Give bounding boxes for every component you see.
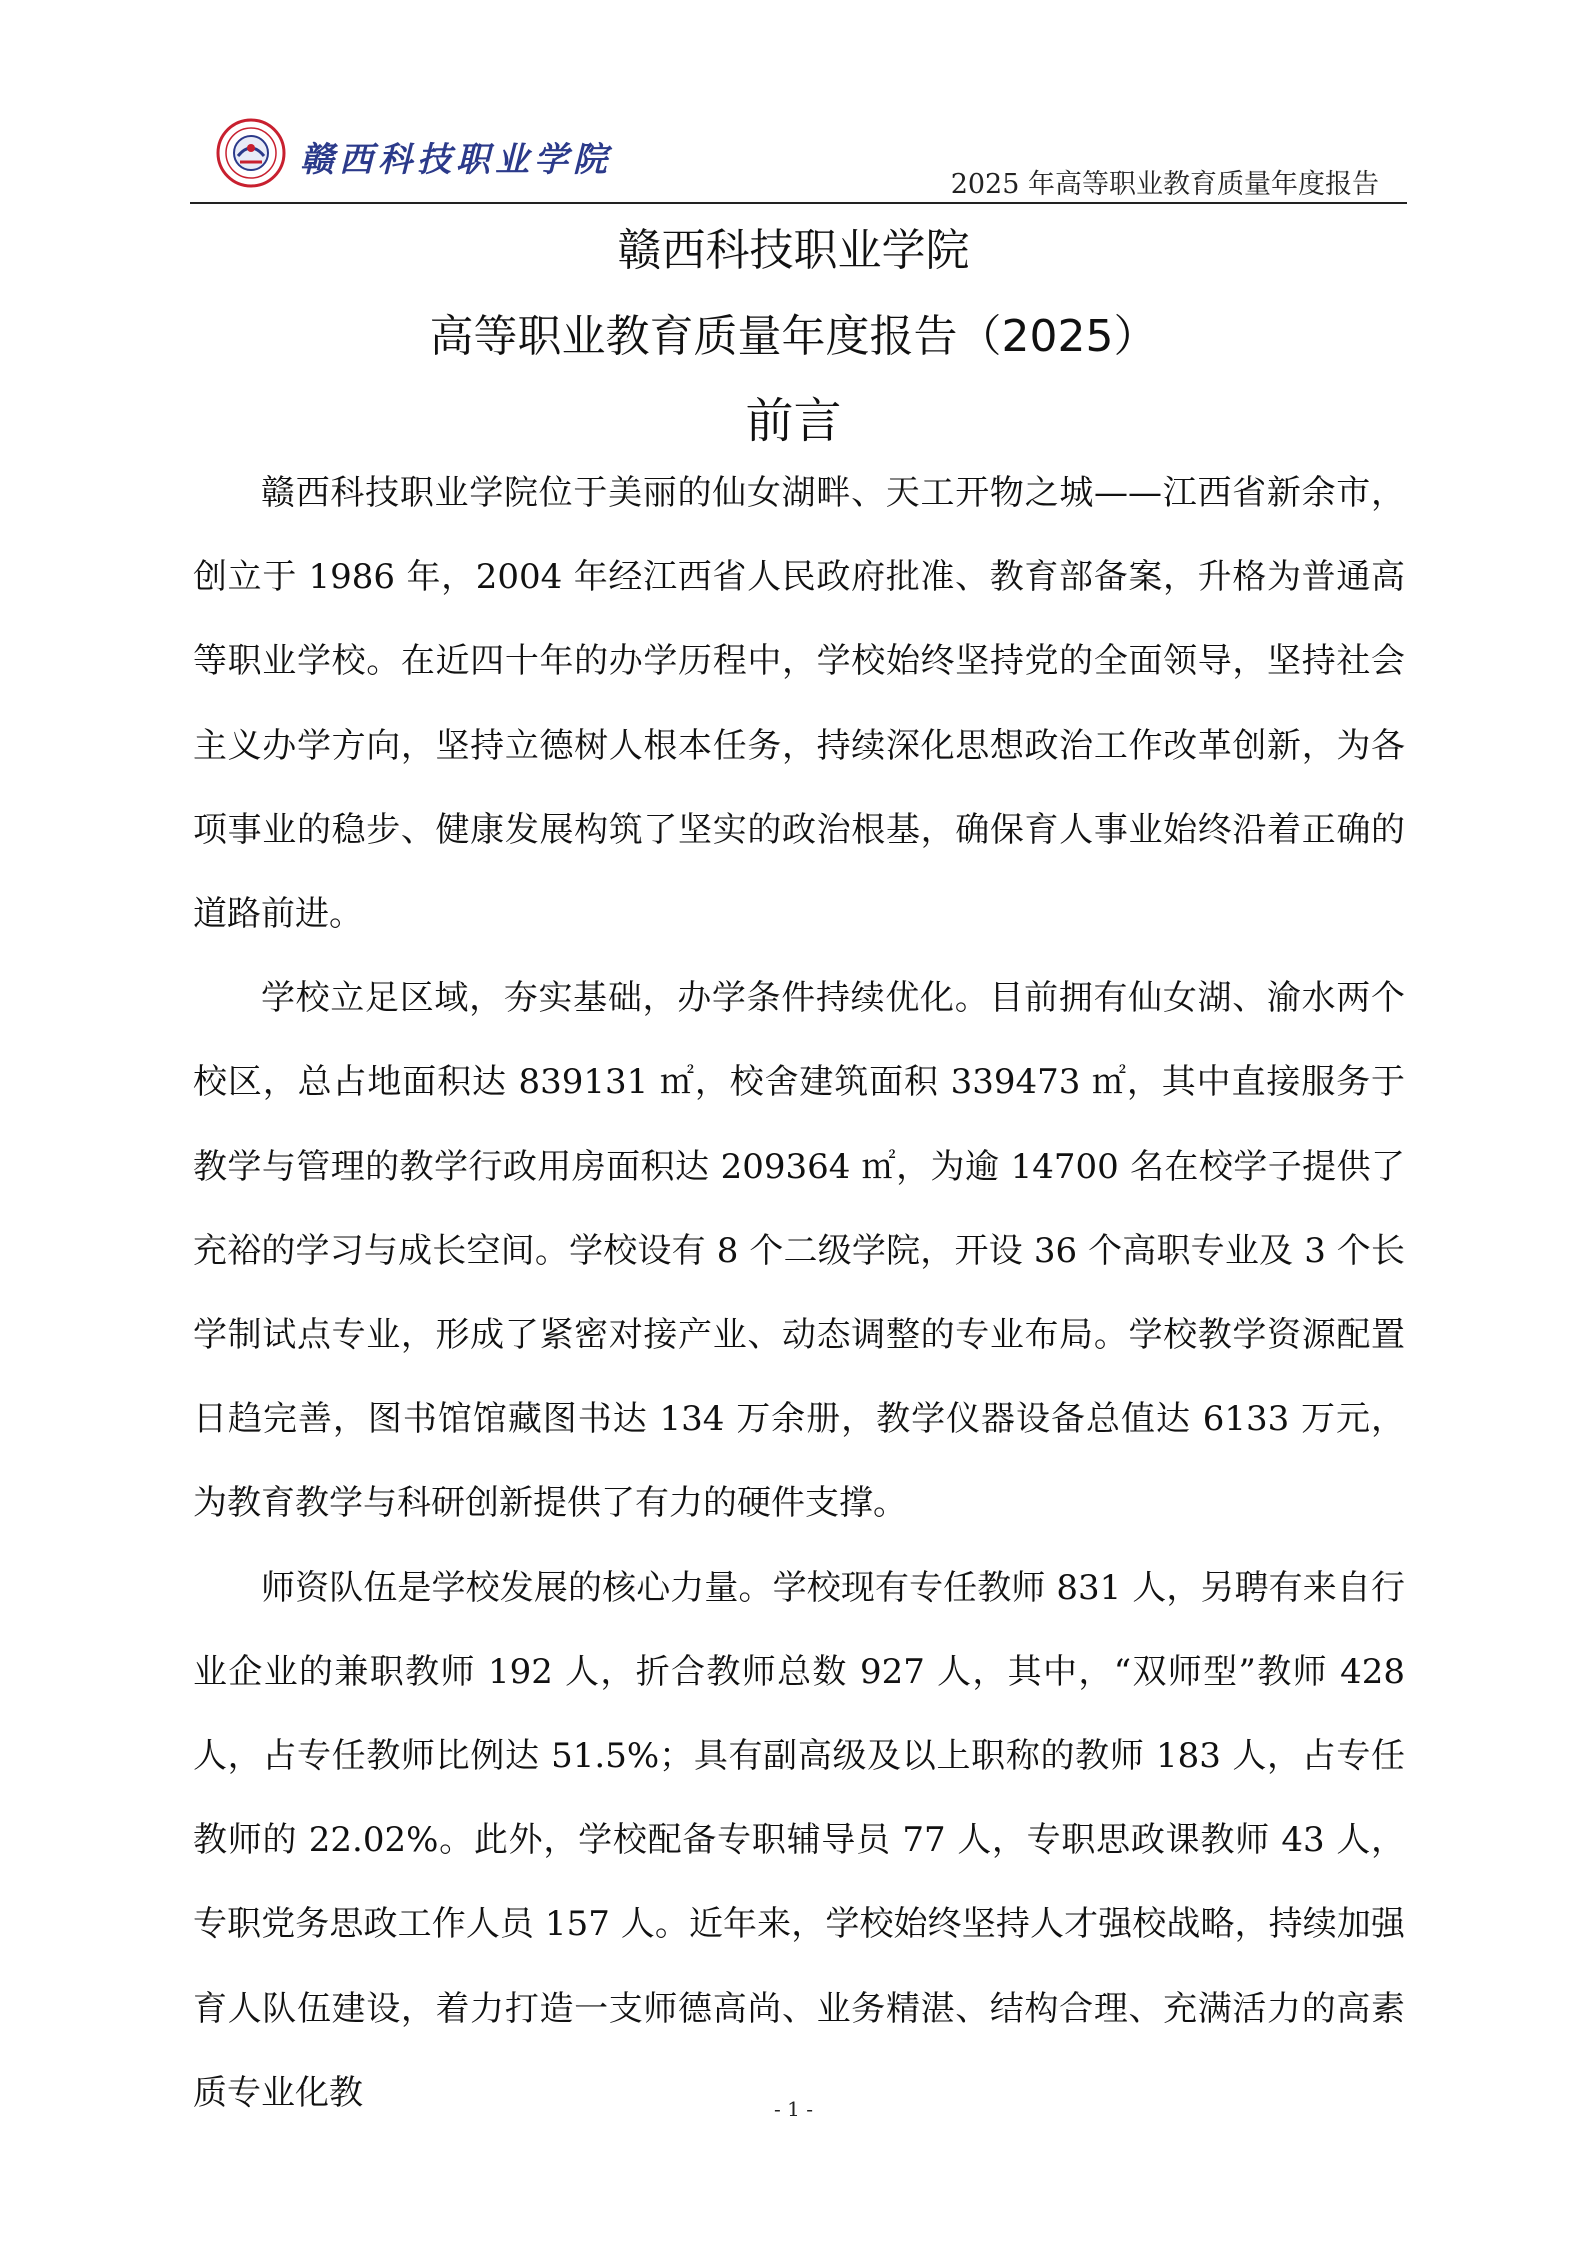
body-text: [193, 451, 1405, 2135]
paragraph: 赣西科技职业学院位于美丽的仙女湖畔、天工开物之城——江西省新余市，创立于 1986 年，2004 年经江西省人民政府批准、教育部备案，升格为普通高等职业学校。在近四十年的办学历程中，学校始终坚持党的全面领导，坚持社会主义办学方向，坚持立德树人根本任务，持续深化思想政治工作改革创新，为各项事业的稳步、健康发展构筑了坚实的政治根基，确保育人事业始终沿着正确的道路前进。: [193, 473, 1405, 935]
report-title: 高等职业教育质量年度报告（2025）: [429, 311, 1158, 362]
school-title: 赣西科技职业学院: [617, 225, 970, 276]
section-title: 前言: [745, 393, 842, 449]
page-number: - 1 -: [774, 2097, 813, 2121]
page-header: [190, 118, 1407, 204]
paragraph: 师资队伍是学校发展的核心力量。学校现有专任教师 831 人，另聘有来自行业企业的兼职教师 192 人，折合教师总数 927 人，其中，“双师型”教师 428 人，占专任教师比例达 51.5%；具有副高级及以上职称的教师 183 人，占专任教师的 22.02%。此外，学校配备专职辅导员 77 人，专职思政课教师 43 人，专职党务思政工作人员 157 人。近年来，学校始终坚持人才强校战略，持续加强育人队伍建设，着力打造一支师德高尚、业务精湛、结构合理、充满活力的高素质专业化教: [193, 1567, 1405, 2113]
report-header-title: 2025 年高等职业教育质量年度报告: [950, 169, 1379, 200]
school-logo-name: 赣西科技职业学院: [300, 140, 612, 180]
paragraph: 学校立足区域，夯实基础，办学条件持续优化。目前拥有仙女湖、渝水两个校区，总占地面积达 839131 ㎡，校舍建筑面积 339473 ㎡，其中直接服务于教学与管理的教学行政用房面积达 209364 ㎡，为逾 14700 名在校学子提供了充裕的学习与成长空间。学校设有 8 个二级学院，开设 36 个高职专业及 3 个长学制试点专业，形成了紧密对接产业、动态调整的专业布局。学校教学资源配置日趋完善，图书馆馆藏图书达 134 万余册，教学仪器设备总值达 6133 万元，为教育教学与科研创新提供了有力的硬件支撑。: [193, 978, 1405, 1524]
school-emblem-icon: [216, 118, 286, 188]
